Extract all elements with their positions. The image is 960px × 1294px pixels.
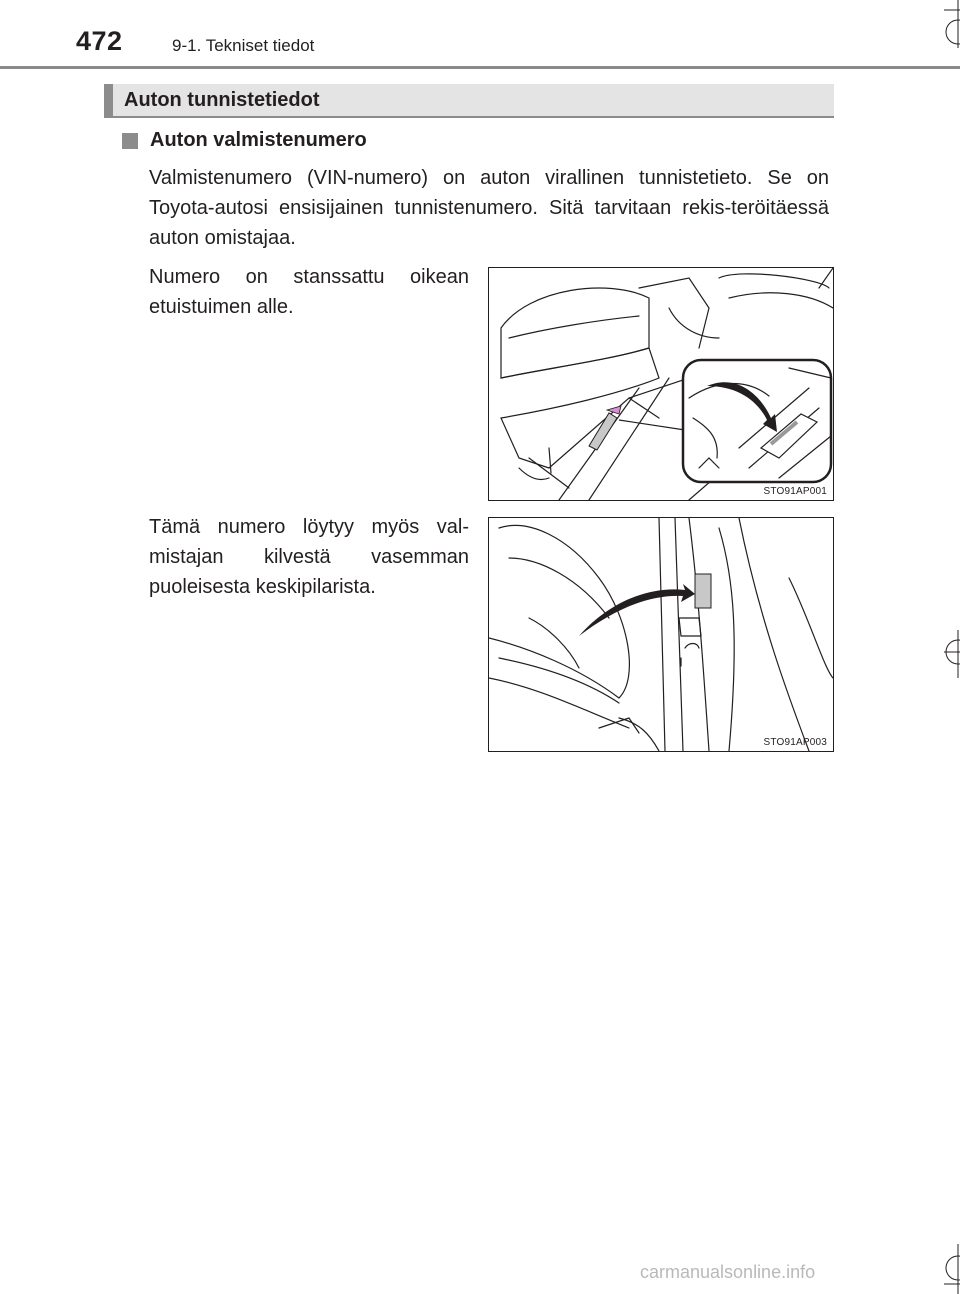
header-rule xyxy=(0,66,960,69)
watermark-text: carmanualsonline.info xyxy=(640,1262,816,1282)
vin-description: Valmistenumero (VIN-numero) on auton virallinen tunnistetieto. Se on Toyota-autosi ensisijainen tunnistenumero. Sitä tarvitaan rekis-teröitäessä auton omistajaa. xyxy=(149,167,829,249)
crop-mark-middle-right xyxy=(940,630,960,680)
seat-illustration xyxy=(489,268,833,500)
subsection-title: Auton valmistenumero xyxy=(150,129,367,151)
figure1-caption: STO91AP001 xyxy=(763,486,827,497)
figure-center-pillar xyxy=(488,517,834,752)
page-number: 472 xyxy=(76,26,123,56)
figure-seat-underside xyxy=(488,267,834,501)
crop-mark-top-right xyxy=(940,0,960,50)
figure2-text: Tämä numero löytyy myös val-mistajan kilvestä vasemman puoleisesta keskipilarista. xyxy=(149,516,469,598)
square-bullet-icon xyxy=(122,133,138,149)
pillar-illustration xyxy=(489,518,833,751)
figure2-caption: STO91AP003 xyxy=(763,737,827,748)
section-heading-rule xyxy=(104,116,834,118)
figure1-text: Numero on stanssattu oikean etuistuimen alle. xyxy=(149,266,469,318)
running-header: 9-1. Tekniset tiedot xyxy=(172,36,315,55)
crop-mark-bottom-right xyxy=(940,1244,960,1294)
section-heading: Auton tunnistetiedot xyxy=(124,89,320,111)
